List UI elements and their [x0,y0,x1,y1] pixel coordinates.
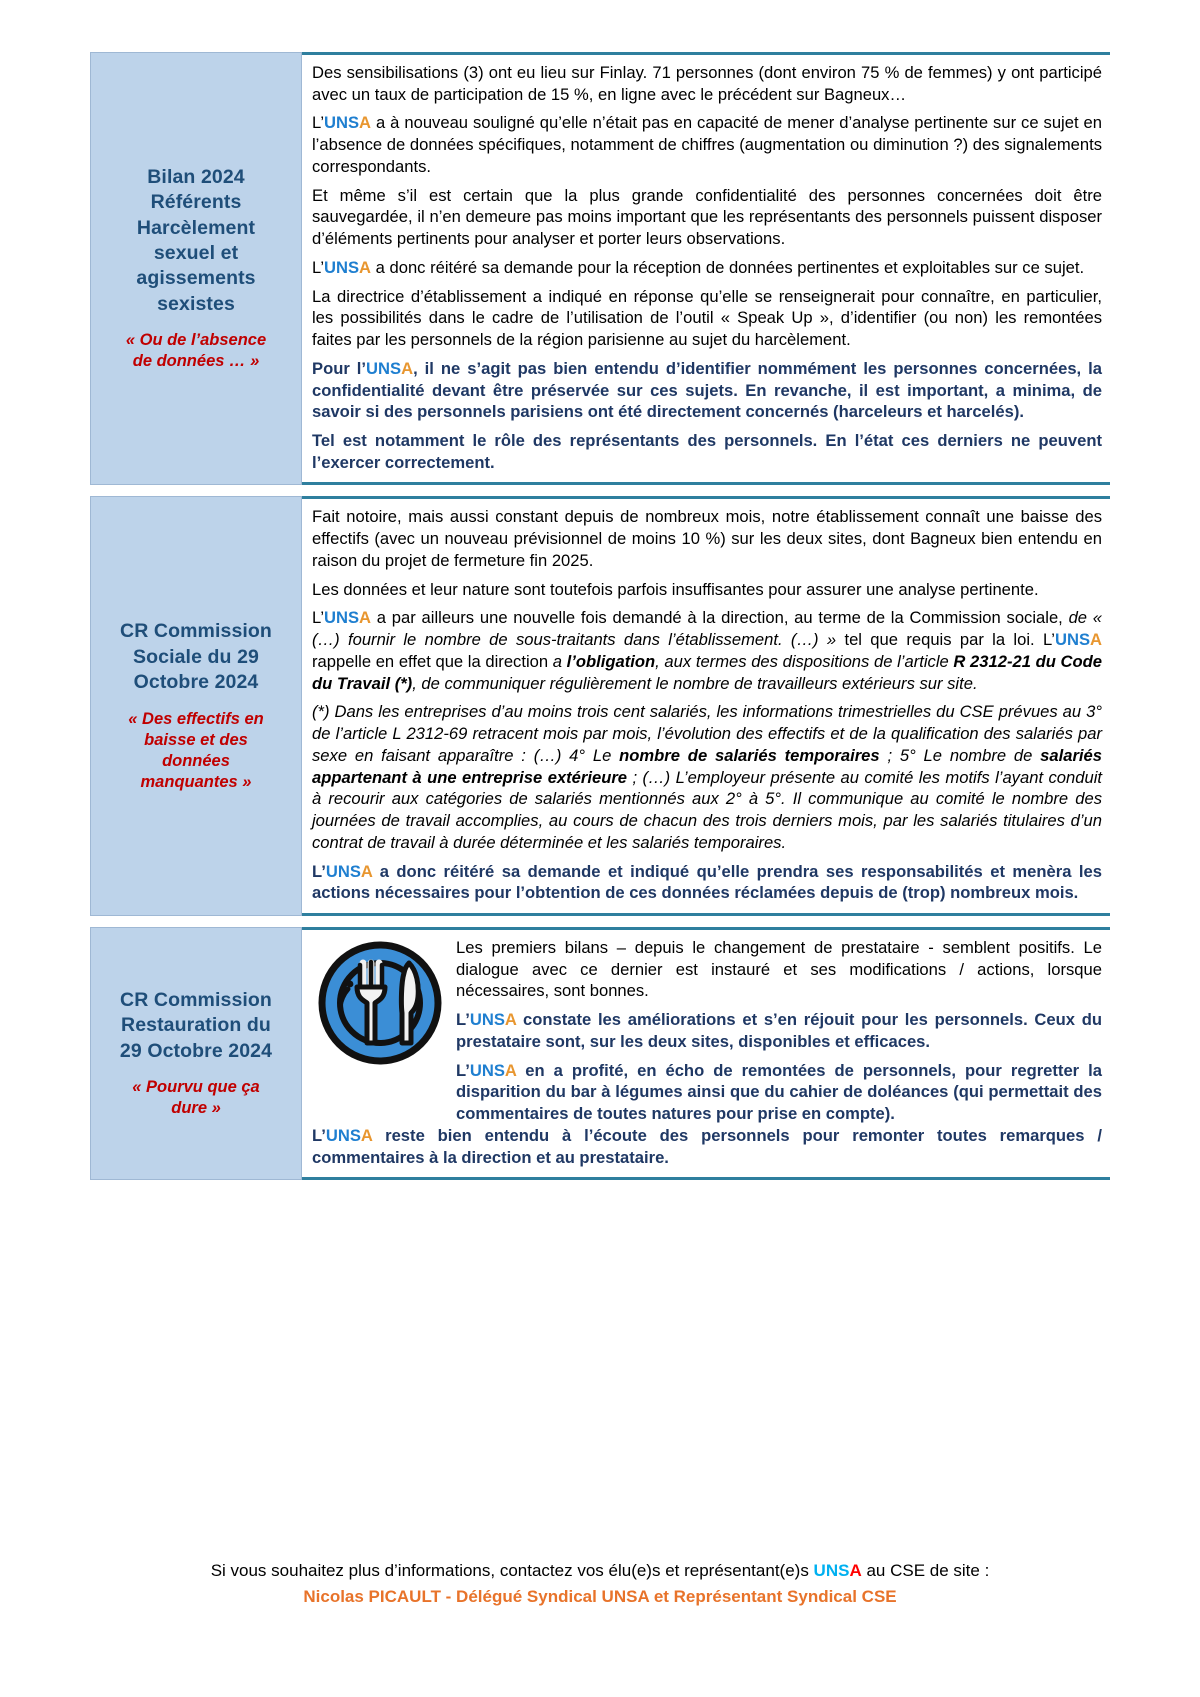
paragraph-text: tel que requis par la loi. [836,630,1043,650]
sidebar-title-line: CR Commission [120,989,272,1012]
footer-representative-line: Nicolas PICAULT - Délégué Syndical UNSA et Représentant Syndical CSE [303,1586,897,1606]
sidebar-subtitle-line: « Des effectifs en [128,709,264,728]
paragraph: Des sensibilisations (3) ont eu lieu sur Finlay. 71 personnes (dont environ 75 % de femmes) y ont participé avec un taux de participation de 15 %, en ligne avec le précédent sur Bagneux… [312,63,1102,104]
paragraph: Les premiers bilans – depuis le changement de prestataire - semblent positifs. Le dialogue avec ce dernier est instauré et ses modifications / actions, lorsque nécessaires, sont bonnes. [456,937,1102,1001]
paragraph-bold: Tel est notamment le rôle des représentants des personnels. En l’état ces derniers ne peuvent l’exercer correctement. [312,431,1102,472]
paragraph-italic: a [552,651,567,671]
paragraph-bold-italic: l’obligation [566,651,656,671]
legal-note-text: ; (…) L’employeur présente au comité les motifs l’ayant conduit à recourir aux catégories de salariés mentionnés aux 2° à 5°. Il communique au comité le nombre des journées de travail accomplies, au cours de chacun des trois derniers mois, par les salariés titulaires d’un contrat de travail à durée déterminée et les salariés temporaires. [312,767,1102,852]
law-reference: R 2312-21 du Code du Travail (*) [312,651,1102,693]
unsa-prefix: L’ [312,861,326,881]
paragraph-text: rappelle en effet que la direction [312,651,553,671]
content-commission-restauration [302,927,1110,1180]
sidebar-title-line: Bilan 2024 [147,166,245,189]
paragraph-text: a donc réitéré sa demande pour la réception de données pertinentes et exploitables sur ce sujet. [371,257,1085,277]
sidebar-title-line: Sociale du 29 [133,645,259,668]
unsa-wordmark: UNSA [325,1125,373,1145]
legal-note-text: (*) Dans les entreprises d’au moins trois cent salariés, les informations trimestrielles du CSE prévues au 3° de l’article L 2312-69 retracent mois par mois, l’évolution des effectifs et de la qualification des salariés par sexe en faisant apparaître : (…) 4° Le [312,702,1102,765]
unsa-prefix: L’ [312,113,324,133]
section-commission-sociale [90,496,1110,915]
unsa-wordmark: UNSA [1054,630,1102,650]
unsa-wordmark: UNSA [469,1060,517,1080]
sidebar-commission-sociale [90,496,302,915]
unsa-wordmark: UNSA [366,358,414,378]
sidebar-subtitle-line: dure » [171,1099,221,1118]
paragraph-text: , il ne s’agit pas bien entendu d’identifier nommément les personnes concernées, la confidentialité devant être préservée sur ces sujets. En revanche, il est important, a minima, de savoir si des personnels parisiens ont été directement concernés (harceleurs et harcelés). [312,358,1102,422]
section-commission-restauration [90,927,1110,1180]
unsa-prefix: L’ [312,608,324,628]
footer-text: Si vous souhaitez plus d’informations, contactez vos élu(e)s et représentant(e)s [210,1561,814,1580]
sidebar-title-line: sexuel et [153,242,239,265]
section-harcelement [90,52,1110,485]
paragraph-italic: , de communiquer régulièrement le nombre de travailleurs extérieurs sur site. [412,673,978,693]
paragraph-text: en a profité, en écho de remontées de personnels, pour regretter la disparition du bar à légumes ainsi que du cahier de doléances (qui permettait des commentaires de toutes natures pour prise en compte). [456,1060,1102,1124]
paragraph: La directrice d’établissement a indiqué en réponse qu’elle se renseignerait pour connaître, en particulier, les possibilités dans le cadre de l’utilisation de l’outil « Speak Up », d’identifier (ou non) les remontées faites par les personnels de la région parisienne au sujet du harcèlement. [312,286,1102,350]
sidebar-subtitle-line: de données … » [132,352,260,371]
sidebar-subtitle-harcelement [126,330,266,372]
unsa-prefix: L’ [312,1125,326,1145]
content-harcelement [302,52,1110,485]
footer-unsa-wordmark: UNSA [813,1561,862,1580]
unsa-wordmark: UNSA [325,861,373,881]
sidebar-title-line: Harcèlement [136,216,256,239]
unsa-prefix: L’ [456,1010,470,1030]
unsa-wordmark: UNSA [469,1010,517,1030]
footer [0,1560,1200,1609]
paragraph-bold [312,1125,1102,1168]
legal-note-emphasis: nombre de salariés temporaires [619,745,880,765]
sidebar-title-commission-sociale [120,619,272,695]
section-gap [0,916,1200,927]
unsa-wordmark: UNSA [324,608,372,628]
sidebar-title-line: agissements [136,267,256,290]
unsa-prefix: Pour l’ [312,358,367,378]
paragraph [312,112,1102,177]
paragraph-text: a à nouveau souligné qu’elle n’était pas en capacité de mener d’analyse pertinente sur ce sujet en l’absence de données spécifiques, notamment de chiffres (augmentation ou diminution ?) des signalements correspondants. [312,113,1102,176]
top-spacer [0,0,1200,52]
sidebar-harcelement [90,52,302,485]
footer-text: au CSE de site : [861,1561,990,1580]
sidebar-subtitle-line: manquantes » [140,772,252,791]
paragraph-italic: , aux termes des dispositions de l’article [655,651,954,671]
paragraph-bold [456,1009,1102,1052]
legal-note-emphasis: salariés appartenant à une entreprise extérieure [312,745,1102,787]
paragraph-bold [456,1060,1102,1125]
paragraph: Fait notoire, mais aussi constant depuis de nombreux mois, notre établissement connaît une baisse des effectifs (avec un nouveau prévisionnel de moins 10 %) sur les deux sites, dont Bagneux bien entendu en raison du projet de fermeture fin 2025. [312,507,1102,570]
unsa-prefix: L’ [456,1060,470,1080]
paragraph [312,257,1102,279]
unsa-prefix: L’ [312,257,324,277]
paragraph-text: constate les améliorations et s’en réjouit pour les personnels. Ceux du prestataire sont, sur les deux sites, disponibles et efficaces. [456,1010,1102,1051]
unsa-prefix: L’ [1042,630,1055,650]
sidebar-title-line: CR Commission [120,620,272,643]
sidebar-subtitle-line: « Pourvu que ça [132,1078,260,1097]
sidebar-title-line: Octobre 2024 [133,671,259,694]
restaurant-cutlery-icon [316,939,444,1067]
paragraph: Et même s’il est certain que la plus grande confidentialité des personnes concernées doit être sauvegardée, il n’en demeure pas moins important que les représentants des personnels puissent disposer d’éléments pertinents pour analyser et porter leurs observations. [312,185,1102,249]
content-commission-sociale [302,496,1110,915]
restauration-intro-row [312,937,1102,1125]
sidebar-subtitle-line: données [162,751,230,770]
paragraph-bold [312,861,1102,904]
sidebar-title-harcelement [136,165,255,317]
sidebar-title-line: Référents [150,191,242,214]
unsa-wordmark: UNSA [324,257,372,277]
footer-contact-line [0,1560,1200,1583]
sidebar-subtitle-commission-restauration [132,1077,259,1119]
paragraph-text: reste bien entendu à l’écoute des personnels pour remonter toutes remarques / commentaires à la direction et au prestataire. [312,1125,1102,1167]
citation-quote: de « (…) fournir le nombre de sous-traitants dans l’établissement. (…) » [312,608,1103,650]
sidebar-title-line: 29 Octobre 2024 [119,1039,273,1062]
sidebar-subtitle-commission-sociale [128,709,263,793]
restauration-first-paragraphs [456,937,1102,1125]
sidebar-subtitle-line: baisse et des [144,730,248,749]
section-gap [0,485,1200,496]
sidebar-title-commission-restauration [120,988,272,1064]
unsa-wordmark: UNSA [324,113,372,133]
legal-note-text: ; 5° Le nombre de [879,745,1041,765]
paragraph: Les données et leur nature sont toutefois parfois insuffisantes pour assurer une analyse pertinente. [312,579,1039,599]
paragraph-text: a donc réitéré sa demande et indiqué qu’elle prendra ses responsabilités et menèra les actions nécessaires pour l’obtention de ces données réclamées depuis de (trop) nombreux mois. [312,861,1102,903]
sidebar-commission-restauration [90,927,302,1180]
paragraph-legal-note [312,701,1102,853]
paragraph-text: a par ailleurs une nouvelle fois demandé à la direction, au terme de la Commission sociale, [371,608,1069,628]
paragraph-citation [312,607,1102,694]
paragraph-bold [312,358,1102,423]
sidebar-title-line: Restauration du [121,1014,271,1037]
sidebar-title-line: sexistes [157,292,235,315]
sidebar-subtitle-line: « Ou de l’absence [125,331,267,350]
